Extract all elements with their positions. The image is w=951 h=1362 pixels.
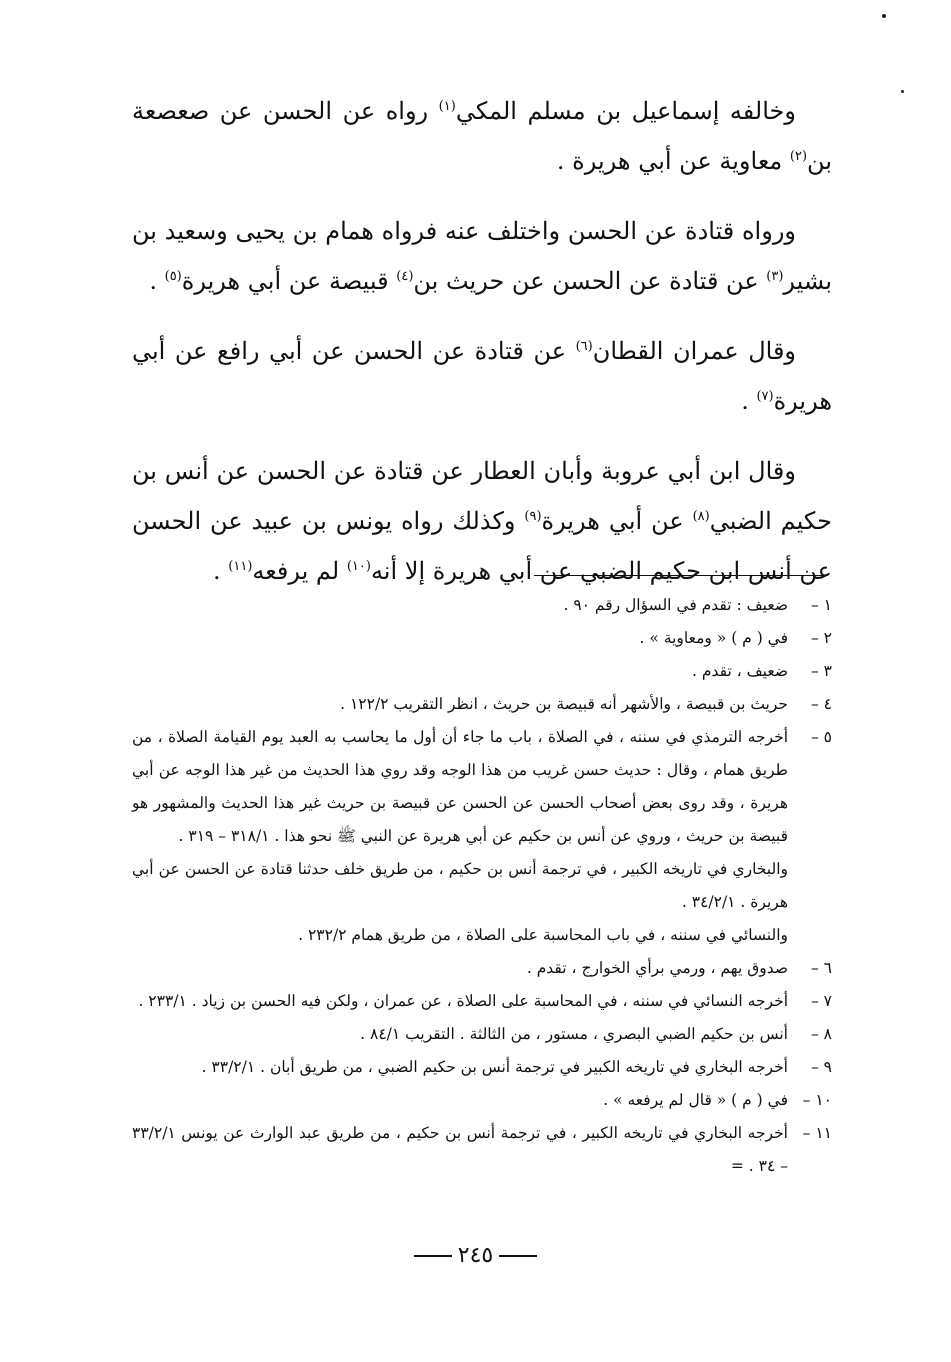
footnote-text: أخرجه البخاري في تاريخه الكبير في ترجمة أنس بن حكيم الضبي ، من طريق أبان . ٣٣/٢/١ . bbox=[201, 1058, 788, 1076]
footnote-5 bbox=[132, 721, 832, 853]
footnote-text: أنس بن حكيم الضبي البصري ، مستور ، من الثالثة . التقريب ٨٤/١ . bbox=[360, 1025, 788, 1043]
footnote-marker: (١) bbox=[438, 99, 456, 114]
footnote-number: ١٠ – bbox=[802, 1091, 832, 1109]
scan-speck bbox=[882, 14, 886, 18]
footnote-number: ٦ – bbox=[810, 959, 832, 977]
footnote-marker: (٩) bbox=[524, 509, 542, 524]
footnote-marker: (٢) bbox=[789, 149, 808, 164]
text-run: . bbox=[741, 387, 757, 415]
footnote-marker: (٤) bbox=[396, 269, 414, 284]
footnote-text: صدوق يهم ، ورمي برأي الخوارج ، تقدم . bbox=[526, 959, 788, 977]
text-run: رواه عن الحسن عن صعصعة بن bbox=[132, 97, 832, 175]
footnote-5-continuation: والنسائي في سننه ، في باب المحاسبة على الصلاة ، من طريق همام ٢٣٢/٢ . bbox=[298, 926, 788, 944]
footnote-5-continuation: والبخاري في تاريخه الكبير ، في ترجمة أنس بن حكيم ، من طريق خلف حدثنا قتادة عن الحسن عن أبي هريرة . ٣٤/٢/١ . bbox=[132, 860, 788, 911]
footnote-number: ٤ – bbox=[810, 695, 832, 713]
footnote-marker: (١١) bbox=[228, 559, 253, 574]
footnote-number: ١١ – bbox=[802, 1124, 832, 1142]
text-run: . bbox=[149, 267, 165, 295]
footnote-text: أخرجه البخاري في تاريخه الكبير ، في ترجمة أنس بن حكيم ، من طريق عبد الوارث عن يونس ٣٣/٢/١ – ٣٤ . = bbox=[132, 1124, 788, 1175]
footnote-marker: (٥) bbox=[164, 269, 182, 284]
footnote-6 bbox=[132, 952, 832, 985]
footnote-1 bbox=[132, 589, 832, 622]
text-run: معاوية عن أبي هريرة . bbox=[556, 147, 790, 175]
footnote-3 bbox=[132, 655, 832, 688]
page-number bbox=[0, 1236, 951, 1276]
text-run: لم يرفعه bbox=[252, 557, 347, 585]
page-number-dash bbox=[414, 1255, 452, 1257]
footnote-marker: (١٠) bbox=[346, 559, 371, 574]
text-run: وخالفه إسماعيل بن مسلم المكي bbox=[455, 97, 796, 125]
footnote-text: أخرجه النسائي في سننه ، في المحاسبة على الصلاة ، عن عمران ، ولكن فيه الحسن بن زياد . ٢٣٣/١ . bbox=[138, 992, 788, 1010]
footnote-10 bbox=[132, 1084, 832, 1117]
paragraph-3 bbox=[132, 326, 832, 426]
footnote-text: في ( م ) « ومعاوية » . bbox=[639, 629, 788, 647]
footnote-text: حريث بن قبيصة ، والأشهر أنه قبيصة بن حريث ، انظر التقريب ١٢٢/٢ . bbox=[340, 695, 788, 713]
footnote-marker: (٦) bbox=[575, 339, 593, 354]
footnote-marker: (٨) bbox=[692, 509, 710, 524]
footnote-number: ٨ – bbox=[810, 1025, 832, 1043]
footnote-number: ٣ – bbox=[810, 662, 832, 680]
paragraph-1 bbox=[132, 86, 832, 186]
main-text bbox=[132, 86, 832, 616]
text-run: وقال عمران القطان bbox=[592, 337, 797, 365]
text-run: عن قتادة عن الحسن عن حريث بن bbox=[413, 267, 767, 295]
footnotes bbox=[132, 589, 832, 1183]
footnote-8 bbox=[132, 1018, 832, 1051]
footnote-number: ١ – bbox=[810, 596, 832, 614]
page-number-dash bbox=[499, 1255, 537, 1257]
footnote-marker: (٣) bbox=[766, 269, 784, 284]
footnote-9 bbox=[132, 1051, 832, 1084]
text-run: ورواه قتادة عن الحسن واختلف عنه فرواه همام بن يحيى وسعيد بن بشير bbox=[132, 217, 832, 295]
scan-speck bbox=[901, 90, 904, 93]
footnote-text: أخرجه الترمذي في سننه ، في الصلاة ، باب ما جاء أن أول ما يحاسب به العبد يوم القيامة الصلاة ، من طريق همام ، وقال : حديث حسن غريب من هذا الوجه وقد روي هذا الحديث من غير هذا الوجه عن أبي هريرة ، وقد روى بعض أصحاب الحسن عن الحسن عن قبيصة بن حريث غير هذا الحديث والمشهور هو قبيصة بن حريث ، وروي عن أنس بن حكيم عن أبي هريرة عن النبي ﷺ نحو هذا . ٣١٨/١ – ٣١٩ . bbox=[132, 728, 788, 845]
footnote-text: ضعيف ، تقدم . bbox=[692, 662, 788, 680]
footnote-number: ٩ – bbox=[810, 1058, 832, 1076]
paragraph-2 bbox=[132, 206, 832, 306]
footnote-number: ٧ – bbox=[810, 992, 832, 1010]
footnote-4 bbox=[132, 688, 832, 721]
text-run: قبيصة عن أبي هريرة bbox=[181, 267, 397, 295]
text-run: وكذلك رواه يونس بن عبيد عن الحسن عن أنس ابن حكيم الضبي عن أبي هريرة إلا أنه bbox=[132, 507, 832, 585]
footnote-number: ٢ – bbox=[810, 629, 832, 647]
text-run: عن أبي هريرة bbox=[541, 507, 693, 535]
footnote-marker: (٧) bbox=[756, 389, 774, 404]
text-run: . bbox=[213, 557, 229, 585]
footnote-text: في ( م ) « قال لم يرفعه » . bbox=[603, 1091, 788, 1109]
text-run: عن قتادة عن الحسن عن أبي رافع عن أبي هريرة bbox=[132, 337, 832, 415]
footnote-11 bbox=[132, 1117, 832, 1183]
footnote-separator bbox=[534, 575, 828, 576]
footnote-text: ضعيف : تقدم في السؤال رقم ٩٠ . bbox=[563, 596, 788, 614]
footnote-7 bbox=[132, 985, 832, 1018]
text-run: وقال ابن أبي عروبة وأبان العطار عن قتادة عن الحسن عن أنس بن حكيم الضبي bbox=[132, 457, 832, 535]
page-number-value: ٢٤٥ bbox=[457, 1243, 494, 1268]
paragraph-4 bbox=[132, 446, 832, 596]
footnote-2 bbox=[132, 622, 832, 655]
footnote-number: ٥ – bbox=[810, 728, 832, 746]
